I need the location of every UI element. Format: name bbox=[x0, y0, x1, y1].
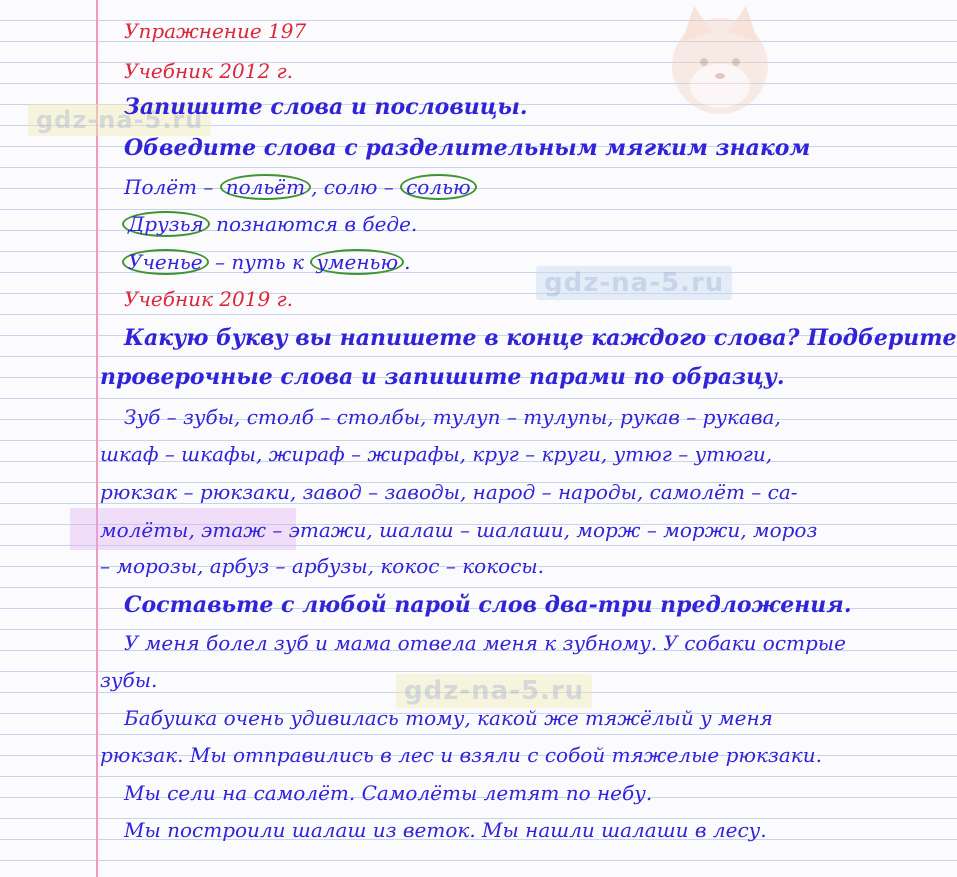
textbook-2019-label: Учебник 2019 г. bbox=[124, 287, 294, 311]
circled-word: Друзья bbox=[122, 211, 210, 237]
text: Полёт – bbox=[124, 175, 214, 199]
line-uchenye bbox=[122, 249, 410, 275]
exercise-title: Упражнение 197 bbox=[124, 19, 307, 43]
task-write-words: Запишите слова и пословицы. bbox=[124, 94, 528, 120]
watermark: gdz-na-5.ru bbox=[28, 104, 211, 136]
task-make-sentences: Составьте с любой парой слов два-три предложения. bbox=[124, 592, 852, 618]
word-pairs-line: молёты, этаж – этажи, шалаш – шалаши, морж – моржи, мороз bbox=[100, 518, 818, 542]
sentence-line: У меня болел зуб и мама отвела меня к зубному. У собаки острые bbox=[124, 631, 846, 655]
text: . bbox=[404, 250, 411, 274]
circled-word: солью bbox=[400, 174, 476, 200]
word-pairs-line: Зуб – зубы, столб – столбы, тулуп – тулупы, рукав – рукава, bbox=[124, 405, 781, 429]
watermark: gdz-na-5.ru bbox=[396, 674, 592, 708]
line-polyot bbox=[124, 174, 477, 200]
circled-word: польёт bbox=[220, 174, 311, 200]
sentence-line: Мы построили шалаш из веток. Мы нашли шалаши в лесу. bbox=[124, 818, 767, 842]
sentence-line: Мы сели на самолёт. Самолёты летят по небу. bbox=[124, 781, 653, 805]
watermark: gdz-na-5.ru bbox=[536, 266, 732, 300]
task-which-letter-line-1: Какую букву вы напишете в конце каждого слова? Подберите bbox=[124, 325, 957, 351]
word-pairs-line: – морозы, арбуз – арбузы, кокос – кокосы. bbox=[100, 554, 545, 578]
sentence-line: зубы. bbox=[100, 668, 158, 692]
fox-mascot-icon bbox=[660, 2, 780, 122]
circled-word: Ученье bbox=[122, 249, 209, 275]
textbook-2012-label: Учебник 2012 г. bbox=[124, 59, 294, 83]
line-druzya bbox=[122, 211, 417, 237]
word-pairs-line: рюкзак – рюкзаки, завод – заводы, народ – народы, самолёт – са- bbox=[100, 480, 798, 504]
text: , солю – bbox=[311, 175, 394, 199]
task-circle-words: Обведите слова с разделительным мягким знаком bbox=[124, 135, 811, 161]
text: – путь к bbox=[215, 250, 304, 274]
sentence-line: рюкзак. Мы отправились в лес и взяли с собой тяжелые рюкзаки. bbox=[100, 743, 822, 767]
task-which-letter-line-2: проверочные слова и запишите парами по образцу. bbox=[100, 364, 785, 390]
circled-word: уменью bbox=[310, 249, 404, 275]
word-pairs-line: шкаф – шкафы, жираф – жирафы, круг – круги, утюг – утюги, bbox=[100, 442, 773, 466]
text: познаются в беде. bbox=[216, 212, 418, 236]
sentence-line: Бабушка очень удивилась тому, какой же тяжёлый у меня bbox=[124, 706, 773, 730]
